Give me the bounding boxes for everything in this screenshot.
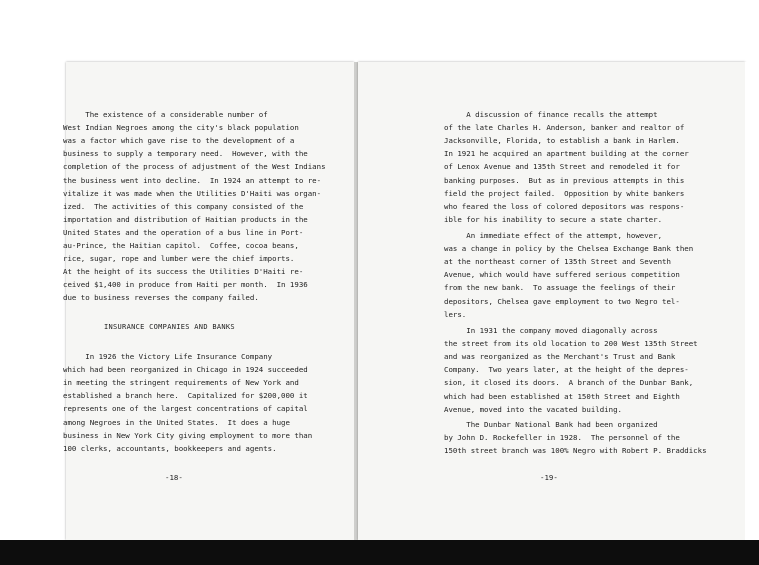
text-line: depositors, Chelsea gave employment to two Negro tel-	[444, 296, 680, 306]
text-line: Avenue, which would have suffered serious competition	[444, 270, 680, 280]
text-line: the business went into decline. In 1924 an attempt to re-	[63, 175, 322, 185]
text-line: 100 clerks, accountants, bookkeepers and agents.	[63, 443, 277, 453]
text-line: among Negroes in the United States. It does a huge	[63, 417, 290, 427]
text-line: was a change in policy by the Chelsea Exchange Bank then	[444, 244, 694, 254]
page-number-left: -18-	[165, 473, 183, 482]
text-line: ible for his inability to secure a state charter.	[444, 214, 663, 224]
text-line: and was reorganized as the Merchant's Trust and Bank	[444, 352, 676, 362]
text-line: business to supply a temporary need. However, with the	[63, 149, 308, 159]
text-line: ized. The activities of this company consisted of the	[63, 201, 304, 211]
text-line: of the late Charles H. Anderson, banker and realtor of	[444, 123, 685, 133]
text-line: in meeting the stringent requirements of New York and	[63, 378, 299, 388]
text-line: In 1931 the company moved diagonally across	[444, 326, 658, 335]
text-line: Jacksonville, Florida, to establish a bank in Harlem.	[444, 136, 680, 146]
text-line: West Indian Negroes among the city's black population	[63, 123, 299, 133]
section-heading: INSURANCE COMPANIES AND BANKS	[104, 323, 235, 331]
text-line: due to business reverses the company failed.	[63, 293, 259, 303]
scan-edge	[745, 62, 759, 540]
text-line: which had been reorganized in Chicago in 1924 succeeded	[63, 365, 308, 375]
text-line: A discussion of finance recalls the attempt	[444, 110, 658, 119]
text-line: importation and distribution of Haitian products in the	[63, 214, 308, 224]
text-line: which had been established at 150th Street and Eighth	[444, 391, 680, 401]
scanner-bed-strip	[0, 540, 759, 565]
text-line: field the project failed. Opposition by white bankers	[444, 188, 685, 198]
text-line: 150th street branch was 100% Negro with Robert P. Braddicks	[444, 446, 707, 456]
text-line: Avenue, moved into the vacated building.	[444, 404, 622, 414]
text-line: the street from its old location to 200 West 135th Street	[444, 339, 698, 349]
text-line: by John D. Rockefeller in 1928. The personnel of the	[444, 433, 680, 443]
page-number-right: -19-	[540, 473, 558, 482]
text-line: from the new bank. To assuage the feelings of their	[444, 283, 676, 293]
text-line: rice, sugar, rope and lumber were the chief imports.	[63, 254, 295, 264]
text-line: represents one of the largest concentrations of capital	[63, 404, 308, 414]
text-line: In 1926 the Victory Life Insurance Company	[63, 352, 273, 361]
text-line: at the northeast corner of 135th Street and Seventh	[444, 257, 671, 267]
text-line: was a factor which gave rise to the development of a	[63, 136, 295, 146]
text-line: The Dunbar National Bank had been organized	[444, 420, 658, 429]
text-line: The existence of a considerable number of	[63, 110, 268, 119]
text-line: who feared the loss of colored depositors was respons-	[444, 201, 685, 211]
text-line: Company. Two years later, at the height of the depres-	[444, 365, 689, 375]
text-line: business in New York City giving employment to more than	[63, 430, 313, 440]
text-line: An immediate effect of the attempt, however,	[444, 231, 663, 240]
text-line: of Lenox Avenue and 135th Street and remodeled it for	[444, 162, 680, 172]
text-line: au-Prince, the Haitian capitol. Coffee, cocoa beans,	[63, 241, 299, 250]
text-line: ceived $1,400 in produce from Haiti per month. In 1936	[63, 280, 308, 290]
text-line: At the height of its success the Utilities D'Haiti re-	[63, 267, 304, 277]
text-line: lers.	[444, 309, 467, 319]
text-line: United States and the operation of a bus line in Port-	[63, 227, 304, 237]
text-line: In 1921 he acquired an apartment building at the corner	[444, 149, 689, 159]
text-line: sion, it closed its doors. A branch of the Dunbar Bank,	[444, 378, 694, 388]
text-line: banking purposes. But as in previous attempts in this	[444, 175, 685, 185]
text-line: completion of the process of adjustment of the West Indians	[63, 162, 326, 172]
text-line: vitalize it was made when the Utilities D'Haiti was organ-	[63, 188, 322, 198]
text-line: established a branch here. Capitalized for $200,000 it	[63, 391, 308, 401]
